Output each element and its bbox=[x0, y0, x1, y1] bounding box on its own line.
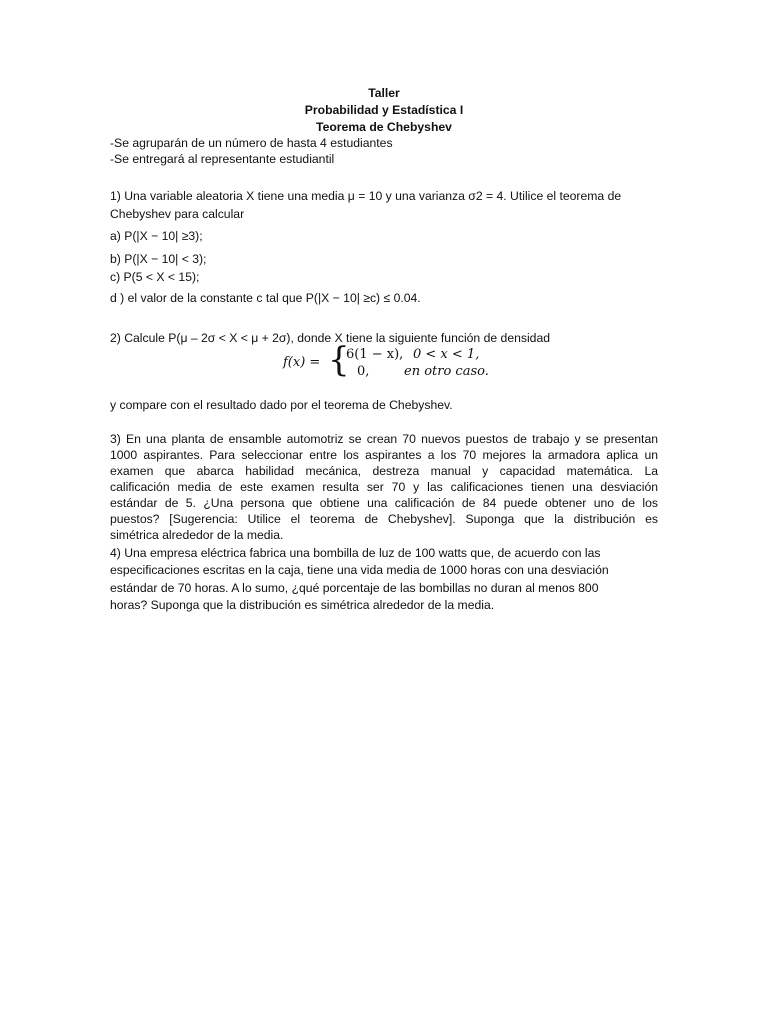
q1-line-1: 1) Una variable aleatoria X tiene una media μ = 10 y una varianza σ2 = 4. Utilice el teorema de bbox=[110, 189, 622, 203]
q1-part-d: d ) el valor de la constante c tal que P(|X − 10| ≥c) ≤ 0.04. bbox=[110, 291, 421, 305]
q3-line-1: 3) En una planta de ensamble automotriz se crean 70 nuevos puestos de trabajo y se presentan bbox=[110, 432, 658, 446]
q1-part-b: b) P(|X − 10| < 3); bbox=[110, 252, 207, 266]
doc-title: Taller bbox=[368, 86, 400, 100]
instruction-1: -Se agruparán de un número de hasta 4 estudiantes bbox=[110, 136, 393, 150]
q3-line-5: estándar de 5. ¿Una persona que obtiene una calificación de 84 puede obtener uno de los bbox=[110, 496, 658, 510]
q4-line-2: especificaciones escritas en la caja, tiene una vida media de 1000 horas con una desviación bbox=[110, 563, 609, 577]
density-case1-expr: 6(1 − x), bbox=[346, 347, 404, 362]
q1-line-2: Chebyshev para calcular bbox=[110, 207, 245, 221]
density-case2-cond: en otro caso. bbox=[404, 364, 489, 379]
density-lhs: f(x) = bbox=[283, 355, 321, 370]
q4-line-1: 4) Una empresa eléctrica fabrica una bombilla de luz de 100 watts que, de acuerdo con las bbox=[110, 546, 601, 560]
q2-line-2: y compare con el resultado dado por el teorema de Chebyshev. bbox=[110, 398, 453, 412]
q2-line-1: 2) Calcule P(μ – 2σ < X < μ + 2σ), donde X tiene la siguiente función de densidad bbox=[110, 331, 551, 345]
q4-line-4: horas? Suponga que la distribución es simétrica alrededor de la media. bbox=[110, 598, 495, 612]
density-case2-expr: 0, bbox=[357, 364, 370, 379]
q1-part-a: a) P(|X − 10| ≥3); bbox=[110, 229, 203, 243]
brace-symbol: { bbox=[328, 340, 350, 380]
instruction-2: -Se entregará al representante estudiantil bbox=[110, 152, 335, 166]
doc-topic: Teorema de Chebyshev bbox=[316, 120, 452, 134]
q3-line-6: puestos? [Sugerencia: Utilice el teorema de Chebyshev]. Suponga que la distribución es bbox=[110, 512, 658, 526]
q3-line-7: simétrica alrededor de la media. bbox=[110, 528, 284, 542]
doc-course: Probabilidad y Estadística I bbox=[304, 103, 464, 117]
q3-line-3: examen que abarca habilidad mecánica, destreza manual y capacidad matemática. La bbox=[110, 464, 658, 478]
q1-part-c: c) P(5 < X < 15); bbox=[110, 270, 200, 284]
q4-line-3: estándar de 70 horas. A lo sumo, ¿qué porcentaje de las bombillas no duran al menos 800 bbox=[110, 581, 599, 595]
q3-line-4: calificación media de este examen resulta ser 70 y las calificaciones tienen una desviación bbox=[110, 480, 658, 494]
density-case1-cond: 0 < x < 1, bbox=[413, 347, 480, 362]
q3-line-2: 1000 aspirantes. Para seleccionar entre los aspirantes a los 70 mejores la armadora aplica un bbox=[110, 448, 658, 462]
